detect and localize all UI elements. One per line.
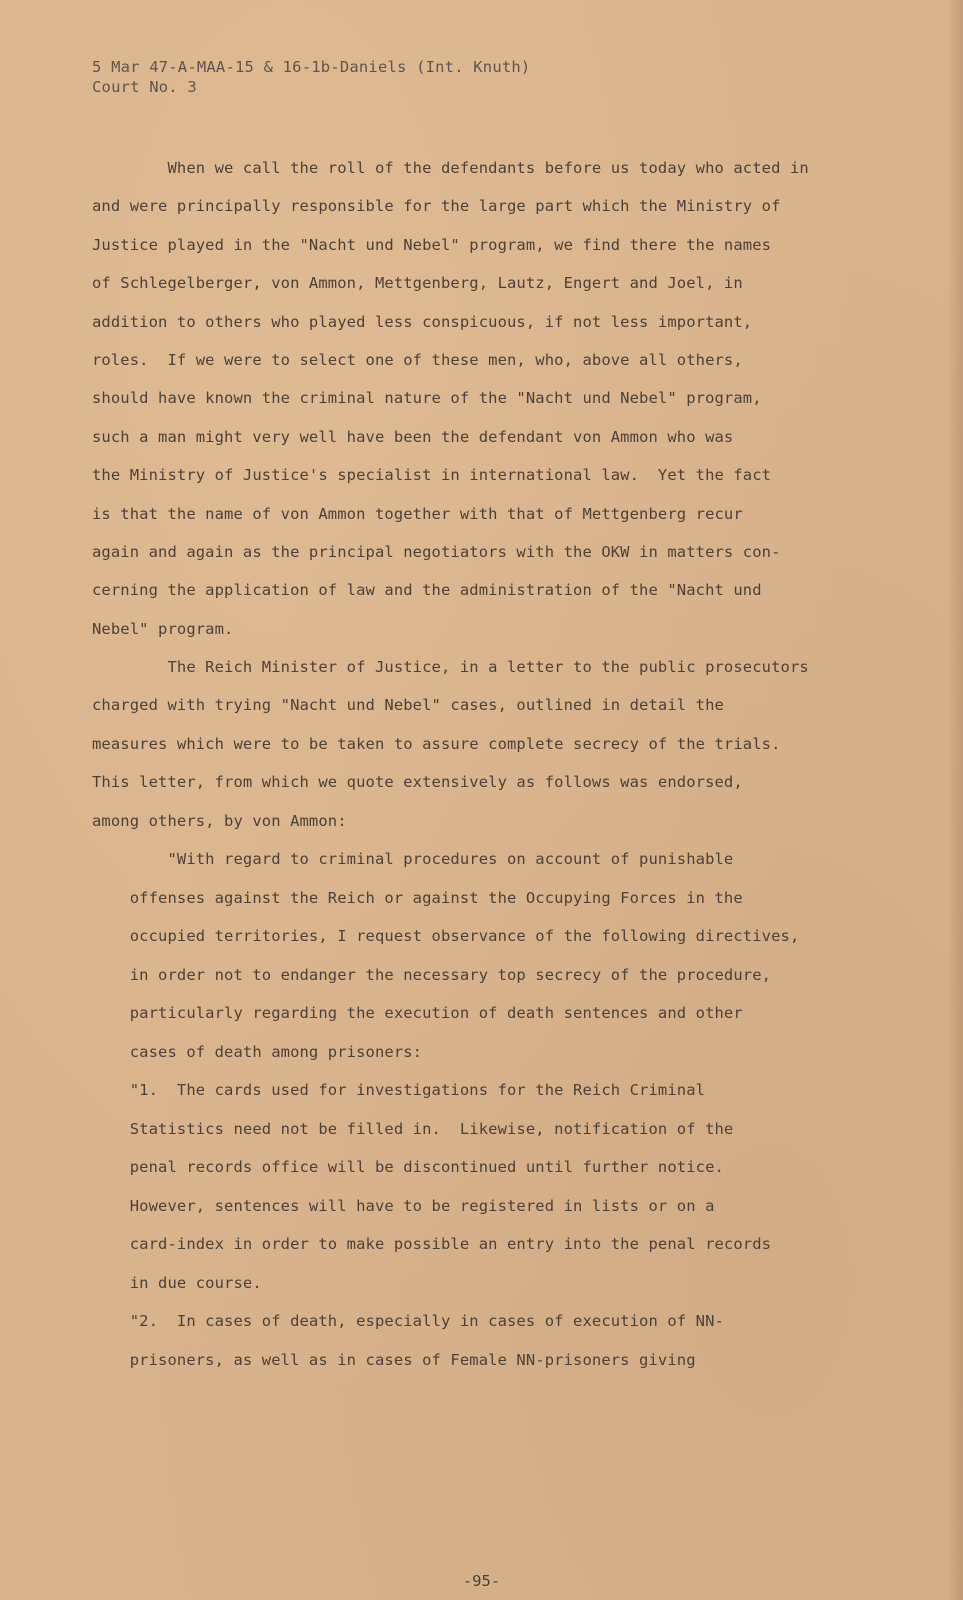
text-line: The Reich Minister of Justice, in a letter to the public prosecutors	[92, 658, 809, 677]
quote-paragraph-1	[92, 846, 872, 1077]
text-line: Nebel" program.	[92, 619, 234, 638]
text-line: and were principally responsible for the large part which the Ministry of	[92, 197, 781, 216]
text-line: "1. The cards used for investigations for the Reich Criminal	[92, 1081, 706, 1100]
text-line: among others, by von Ammon:	[92, 811, 347, 830]
text-line: the Ministry of Justice's specialist in international law. Yet the fact	[92, 466, 772, 485]
quote-paragraph-2	[92, 1077, 872, 1308]
text-line: such a man might very well have been the defendant von Ammon who was	[92, 427, 734, 446]
text-line: offenses against the Reich or against the Occupying Forces in the	[92, 888, 743, 907]
text-line: This letter, from which we quote extensively as follows was endorsed,	[92, 773, 743, 792]
text-line: of Schlegelberger, von Ammon, Mettgenberg, Lautz, Engert and Joel, in	[92, 274, 743, 293]
text-line: prisoners, as well as in cases of Female NN-prisoners giving	[92, 1350, 696, 1369]
text-line: occupied territories, I request observance of the following directives,	[92, 927, 800, 946]
text-line: However, sentences will have to be registered in lists or on a	[92, 1196, 715, 1215]
text-line: particularly regarding the execution of death sentences and other	[92, 1004, 743, 1023]
header-court-line: Court No. 3	[92, 78, 197, 96]
quoted-letter	[92, 846, 872, 1385]
text-line: is that the name of von Ammon together with that of Mettgenberg recur	[92, 504, 743, 523]
text-line: Justice played in the "Nacht und Nebel" program, we find there the names	[92, 235, 772, 254]
text-line: Statistics need not be filled in. Likewise, notification of the	[92, 1119, 734, 1138]
document-body	[92, 155, 872, 1385]
page-number: -95-	[462, 1572, 501, 1590]
text-line: charged with trying "Nacht und Nebel" cases, outlined in detail the	[92, 696, 724, 715]
text-line: measures which were to be taken to assure complete secrecy of the trials.	[92, 734, 781, 753]
document-header	[92, 57, 530, 97]
text-line: roles. If we were to select one of these men, who, above all others,	[92, 350, 743, 369]
header-reference-line: 5 Mar 47-A-MAA-15 & 16-1b-Daniels (Int. Knuth)	[92, 58, 531, 76]
text-line: penal records office will be discontinued until further notice.	[92, 1158, 724, 1177]
quote-paragraph-3	[92, 1308, 872, 1385]
text-line: again and again as the principal negotiators with the OKW in matters con-	[92, 542, 781, 561]
text-line: cases of death among prisoners:	[92, 1042, 423, 1061]
text-line: in due course.	[92, 1273, 262, 1292]
text-line: should have known the criminal nature of the "Nacht und Nebel" program,	[92, 389, 762, 408]
text-line: card-index in order to make possible an entry into the penal records	[92, 1235, 772, 1254]
paragraph-1	[92, 155, 872, 654]
text-line: addition to others who played less conspicuous, if not less important,	[92, 312, 753, 331]
text-line: "With regard to criminal procedures on account of punishable	[92, 850, 734, 869]
text-line: When we call the roll of the defendants before us today who acted in	[92, 159, 809, 177]
text-line: "2. In cases of death, especially in cases of execution of NN-	[92, 1312, 724, 1331]
text-line: cerning the application of law and the administration of the "Nacht und	[92, 581, 762, 600]
text-line: in order not to endanger the necessary top secrecy of the procedure,	[92, 965, 772, 984]
paragraph-2	[92, 654, 872, 846]
paragraph-container	[92, 155, 872, 846]
